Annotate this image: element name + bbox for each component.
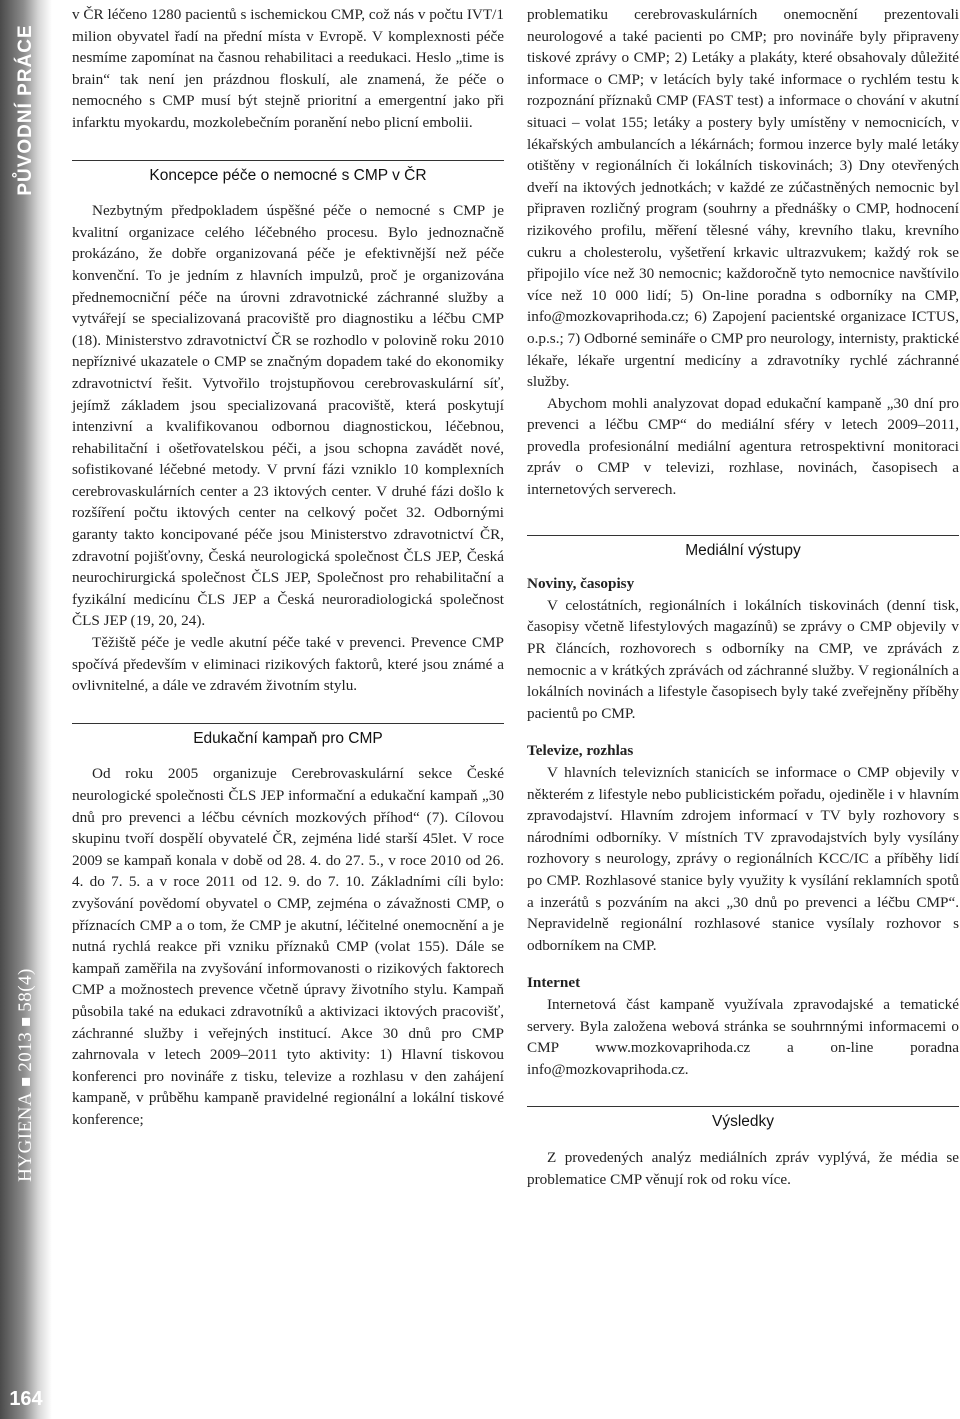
section-heading-media-outputs: [527, 535, 959, 562]
left-column: [72, 4, 504, 1131]
journal-name: HYGIENA: [15, 1091, 36, 1182]
tv-radio-paragraph: V hlavních televizních stanicích se informace o CMP objevily v některém z lifestyle nebo publicistickém pořadu, ojediněle i v hlavním zpravodajství. Hlavním zdrojem informací v TV byly rozhovory s národními odborníky. V místních TV zpravodajstvích byly vysílány rozhovory s neurology, zprávy o regionálních KCC/IC a příběhy lidí po CMP. Rozhlasové stanice byly využity k vysílání reklamních spotů a inzerátů s pozváním na akci „30 dnů po prevenci a léčbu CMP“. Nepravidelně regionální rozhlasové stanice vysílaly rozhovor s odborníkem na CMP.: [527, 764, 959, 954]
square-separator-icon: [22, 1078, 30, 1086]
campaign-paragraph-1: Od roku 2005 organizuje Cerebrovaskulární sekce České neurologické společnosti ČLS JEP informační a edukační kampaň „30 dnů pro prevenci a léčbu cévních mozkových příhod“ (7). Cílovou skupinu tvoří dospělí obyvatelé ČR, zejména lidé starší 45let. V roce 2009 se kampaň konala v době od 28. 4. do 27. 5., v roce 2010 od 26. 4. do 7. 5. a v roce 2011 od 12. 9. do 7. 10. Základními cíli bylo: zvyšování povědomí obyvatel o CMP, zejména o závažnosti CMP, o příznacích CMP a o tom, že CMP je akutní, léčitelné onemocnění a je nutná rychlá reakce při vzniku příznaků CMP (volat 155). Dále se kampaň zaměřila na zvyšování informovanosti o rizikových faktorech CMP a možnostech prevence včetně úpravy životního stylu. Kampaň působila také na edukaci zdravotníků a aktivizaci iktových pracovišť, záchranné služby i veřejných institucí. Akce 30 dnů pro CMP zahrnovala v letech 2009–2011 tyto aktivity: 1) Hlavní tiskovou konferenci pro novináře z tisku, televize a rozhlasu v den zahájení kampaně, v průběhu kampaně pravidelné regionální a lokální tiskové konference;: [72, 765, 504, 1128]
section-heading-text: Koncepce péče o nemocné s CMP v ČR: [149, 166, 427, 184]
subheading-internet: Internet: [527, 974, 581, 992]
concept-paragraph-2: Těžiště péče je vedle akutní péče také v prevenci. Prevence CMP spočívá především v eliminaci rizikových faktorů, které jsou známé a ovlivnitelné, a dále ve zdravém životním stylu.: [72, 634, 504, 695]
right-column: [527, 4, 959, 1190]
analysis-paragraph: Abychom mohli analyzovat dopad edukační kampaně „30 dní pro prevenci a léčbu CMP“ do mediální sféry v letech 2009–2011, provedla profesionální mediální agentura retrospektivní monitoraci zpráv o CMP v televizi, rozhlase, novinách, časopisech a internetových serverech.: [527, 394, 959, 499]
section-heading-text: Výsledky: [711, 1113, 775, 1131]
concept-paragraph-1: Nezbytným předpokladem úspěšné péče o nemocné s CMP je kvalitní organizace celého léčebného procesu. Bylo jednoznačně prokázáno, že dobře organizovaná péče je efektivnější než péče konvenční. To je jedním z hlavních impulzů, proč je organizována přednemocniční péče na úrovni zdravotnické záchranné služby a vytvářejí se specializovaná pracoviště pro diagnostiku a léčbu CMP (18). Ministerstvo zdravotnictví ČR se rozhodlo v polovině roku 2010 nepříznivé ukazatele o CMP se značným dopadem také do ekonomiky zdravotnictví řešit. Vytvořilo trojstupňovou cerebrovaskulární síť, jejímž základem jsou specializovaná pracoviště, která poskytují intenzivní a kvalifikovanou odbornou diagnostickou, léčebnou, rehabilitační i ošetřovatelskou péči, a jsou schopna zavádět nové, sofistikované léčebné metody. V první fázi vzniklo 10 komplexních cerebrovaskulárních center a 23 iktových center. V druhé fázi došlo k rozšíření počtu iktových center na celkový počet 32. Odbornými garanty takto koncipované péče jsou Ministerstvo zdravotnictví ČR, zdravotní pojišťovny, Česká neurologická společnost ČLS JEP, Česká neurochirurgická společnost ČLS JEP, Společnost pro rehabilitační a fyzikální medicínu ČLS JEP a Česká neuroradiologická společnost ČLS JEP (19, 20, 24).: [72, 202, 504, 630]
results-paragraph: Z provedených analýz mediálních zpráv vyplývá, že média se problematice CMP věnují rok od roku více.: [527, 1148, 959, 1188]
campaign-continuation-paragraph: problematiku cerebrovaskulárních onemocnění prezentovali neurologové a také pacienti po CMP; pro novináře byly připraveny tiskové zprávy o CMP; 2) Letáky a plakáty, které obsahovaly důležité informace o CMP; v letácích byly také informace o rychlém testu k rozpoznání příznaků CMP (FAST test) a informace o chování v akutní situaci – volat 155; letáky a postery byly umístěny v nemocnicích, v lékařských ambulancích a lékárnách; formou inzerce byly malé letáky otištěny v regionálních či lokálních tiskovinách; 3) Dny otevřených dveří na iktových jednotkách; v každé ze zúčastněných nemocnic byl připraven rozličný program (souhrny a přednášky o CMP, hodnocení rizikového profilu, měření tělesné váhy, krevního tlaku, krevního cukru a cholesterolu, vyšetření krkavic ultrazvukem; každý rok se připojilo více než 30 nemocnic; každoročně tyto nemocnice navštívilo více než 10 000 lidí; 5) On-line poradna s odborníky na CMP, info@mozkovaprihoda.cz; 6) Zapojení pacientské organizace ICTUS, o.p.s.; 7) Odborné semináře o CMP pro neurology, internisty, praktické lékaře, lékaře urgentní medicíny a zdravotníky rychlé záchranné služby.: [527, 6, 959, 391]
journal-volume: 58(4): [15, 968, 36, 1012]
square-separator-icon: [22, 1018, 30, 1026]
journal-sidebar: [0, 0, 52, 1419]
section-heading-results: [527, 1106, 959, 1133]
internet-paragraph: Internetová část kampaně využívala zpravodajské a tematické servery. Byla založena webová stránka se souhrnnými informacemi o CMP www.mozkovaprihoda.cz a on-line poradna info@mozkovaprihoda.cz.: [527, 995, 959, 1078]
journal-citation: [15, 968, 37, 1182]
section-heading-text: Edukační kampaň pro CMP: [193, 729, 383, 747]
section-heading-campaign: [72, 723, 504, 750]
intro-paragraph: v ČR léčeno 1280 pacientů s ischemickou CMP, což nás v počtu IVT/1 milion obyvatel řadí na přední místa v Evropě. V komplexnosti péče nesmíme zapomínat na časnou rehabilitaci a reedukaci. Heslo „time is brain“ tak není jen prázdnou floskulí, ale znamená, že péče o nemocného s CMP musí být stejně prioritní a emergentní jako při infarktu myokardu, mozkolebečním poranění nebo plicní embolii.: [72, 6, 504, 131]
page-number: 164: [9, 1388, 43, 1410]
newspapers-paragraph: V celostátních, regionálních i lokálních tiskovinách (denní tisk, časopisy včetně lifestylových magazínů) se zprávy o CMP objevily v PR článcích, rozhovorech s odborníky na CMP, ve zprávách z nemocnic a v krátkých zprávách od záchranné služby. V regionálních a lokálních novinách a lifestyle časopisech byly také zveřejněny příběhy pacientů po CMP.: [527, 596, 959, 722]
section-label: PŮVODNÍ PRÁCE: [15, 24, 36, 196]
subheading-tv-radio: Televize, rozhlas: [527, 742, 634, 760]
section-heading-concept: [72, 160, 504, 187]
journal-year: 2013: [15, 1031, 36, 1072]
subheading-newspapers: Noviny, časopisy: [527, 575, 635, 593]
section-heading-text: Mediální výstupy: [685, 541, 801, 559]
